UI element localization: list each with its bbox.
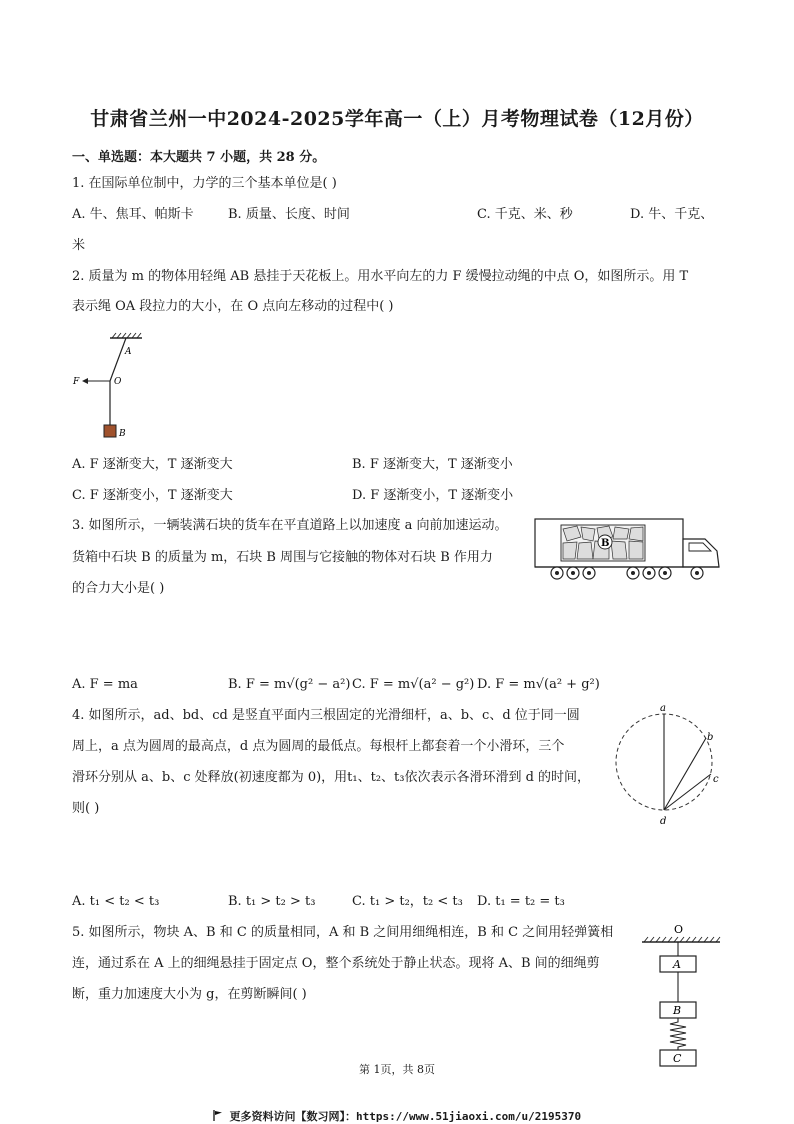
q4-fig-label-d: d: [660, 816, 667, 827]
footer-link-row: [0, 1108, 794, 1124]
q2-stem-line1: 2. 质量为 m 的物体用轻绳 AB 悬挂于天花板上。用水平向左的力 F 缓慢拉动绳的中点 O，如图所示。用 T: [72, 269, 689, 284]
section-heading: 一、单选题：本大题共 7 小题，共 28 分。: [72, 150, 326, 165]
q3-truck-figure: [533, 517, 723, 583]
q1-option-b: B. 质量、长度、时间: [228, 207, 350, 222]
q2-option-c: C. F 逐渐变小，T 逐渐变大: [72, 488, 233, 503]
q2-fig-label-o: O: [114, 377, 122, 387]
q2-fig-label-f: F: [73, 377, 80, 387]
page-number: 第 1页，共 8页: [359, 1063, 435, 1076]
q1-option-a: A. 牛、焦耳、帕斯卡: [72, 207, 194, 222]
q4-fig-label-b: b: [707, 732, 714, 743]
q4-option-d: D. t₁ = t₂ = t₃: [477, 894, 565, 909]
q3-option-d: D. F = m√(a² + g²): [477, 677, 600, 692]
q2-figure: [70, 332, 150, 444]
q3-option-c: C. F = m√(a² − g²): [352, 677, 475, 692]
footer-link[interactable]: 更多资料访问【数习网】：https://www.51jiaoxi.com/u/2195370: [229, 1110, 582, 1123]
q3-option-b: B. F = m√(g² − a²): [228, 677, 351, 692]
q2-option-d: D. F 逐渐变小，T 逐渐变小: [352, 488, 514, 503]
q4-option-b: B. t₁ > t₂ > t₃: [228, 894, 316, 909]
q2-fig-label-b: B: [119, 429, 126, 439]
q5-stem-line1: 5. 如图所示，物块 A、B 和 C 的质量相同，A 和 B 之间用细绳相连，B 和 C 之间用轻弹簧相: [72, 925, 614, 940]
q3-fig-label-b: B: [601, 538, 610, 549]
q2-stem-line2: 表示绳 OA 段拉力的大小，在 O 点向左移动的过程中( ): [72, 299, 394, 314]
q4-option-c: C. t₁ > t₂，t₂ < t₃: [352, 894, 463, 909]
q5-spring-figure: [640, 922, 722, 1068]
q5-fig-label-o: O: [674, 923, 684, 936]
q2-option-b: B. F 逐渐变大，T 逐渐变小: [352, 457, 513, 472]
q1-option-d-continued: 米: [72, 238, 86, 253]
q5-stem-line3: 断，重力加速度大小为 g，在剪断瞬间( ): [72, 987, 307, 1002]
q4-stem-line2: 周上，a 点为圆周的最高点，d 点为圆周的最低点。每根杆上都套着一个小滑环，三个: [72, 739, 565, 754]
q3-stem-line2: 货箱中石块 B 的质量为 m，石块 B 周围与它接触的物体对石块 B 作用力: [72, 550, 493, 565]
q5-fig-label-b: B: [673, 1004, 682, 1017]
q4-stem-line4: 则( ): [72, 801, 100, 816]
q3-stem-line3: 的合力大小是( ): [72, 581, 165, 596]
page-title: 甘肃省兰州一中2024-2025学年高一（上）月考物理试卷（12月份）: [90, 108, 704, 130]
q5-fig-label-c: C: [673, 1052, 682, 1065]
q5-fig-label-a: A: [673, 958, 681, 971]
q4-fig-label-c: c: [713, 774, 719, 785]
q1-option-d: D. 牛、千克、: [630, 207, 714, 222]
q4-option-a: A. t₁ < t₂ < t₃: [72, 894, 160, 909]
q4-fig-label-a: a: [660, 703, 666, 714]
q3-option-a: A. F = ma: [72, 677, 138, 692]
q4-stem-line1: 4. 如图所示，ad、bd、cd 是竖直平面内三根固定的光滑细杆，a、b、c、d 位于同一圆: [72, 708, 580, 723]
q1-option-c: C. 千克、米、秒: [477, 207, 573, 222]
q1-stem: 1. 在国际单位制中，力学的三个基本单位是( ): [72, 176, 337, 191]
flag-icon: [213, 1110, 223, 1121]
q4-circle-figure: [612, 700, 724, 832]
q2-option-a: A. F 逐渐变大，T 逐渐变大: [72, 457, 233, 472]
q2-fig-label-a: A: [125, 347, 132, 357]
q3-stem-line1: 3. 如图所示，一辆装满石块的货车在平直道路上以加速度 a 向前加速运动。: [72, 518, 508, 533]
q4-stem-line3: 滑环分别从 a、b、c 处释放(初速度都为 0)，用t₁、t₂、t₃依次表示各滑环滑到 d 的时间，: [72, 770, 591, 785]
q5-stem-line2: 连，通过系在 A 上的细绳悬挂于固定点 O，整个系统处于静止状态。现将 A、B 间的细绳剪: [72, 956, 600, 971]
